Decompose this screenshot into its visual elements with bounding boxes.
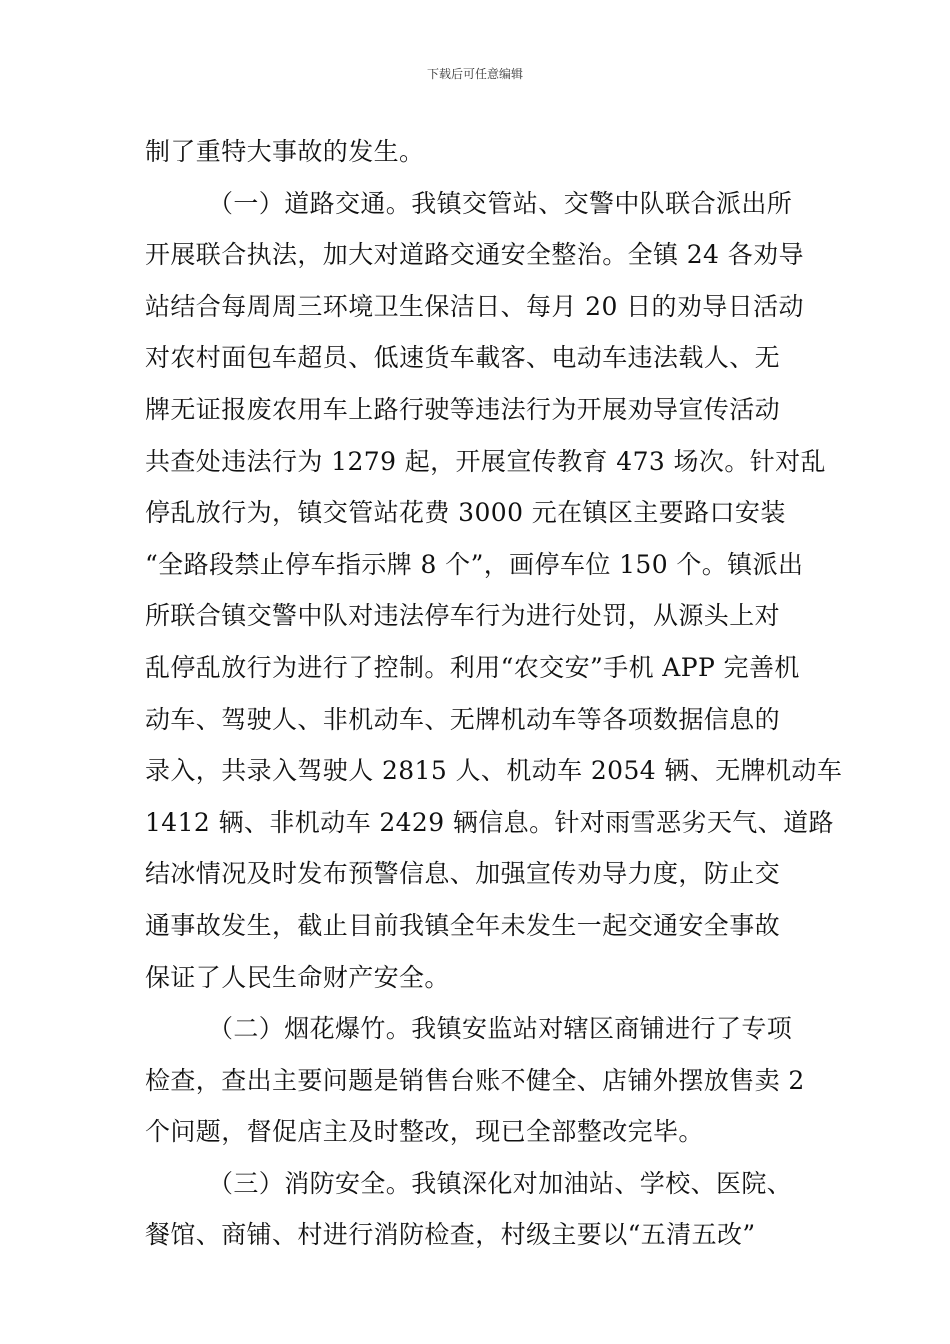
text-line: 所联合镇交警中队对违法停车行为进行处罚，从源头上对 bbox=[145, 601, 781, 631]
text-line: 检查，查出主要问题是销售台账不健全、店铺外摆放售卖 2 bbox=[145, 1065, 805, 1095]
text-line: “全路段禁止停车指示牌 8 个”，画停车位 150 个。镇派出 bbox=[145, 549, 804, 579]
page-header: 下载后可任意编辑 bbox=[426, 67, 523, 81]
text-line: 1412 辆、非机动车 2429 辆信息。针对雨雪恶劣天气、道路 bbox=[145, 807, 834, 837]
paragraph-heading-fireworks: （二）烟花爆竹。我镇安监站对辖区商铺进行了专项 bbox=[208, 1014, 793, 1044]
text-line: 对农村面包车超员、低速货车載客、电动车违法载人、无 bbox=[145, 343, 781, 373]
text-line: 牌无证报废农用车上路行驶等违法行为开展劝导宣传活动 bbox=[145, 394, 781, 424]
text-line: 制了重特大事故的发生。 bbox=[145, 137, 425, 166]
text-line: 停乱放行为，镇交管站花费 3000 元在镇区主要路口安装 bbox=[145, 498, 786, 528]
paragraph-heading-fire-safety: （三）消防安全。我镇深化对加油站、学校、医院、 bbox=[208, 1168, 793, 1198]
paragraph-heading-road-traffic: （一）道路交通。我镇交管站、交警中队联合派出所 bbox=[208, 188, 793, 218]
text-line: 录入，共录入驾驶人 2815 人、机动车 2054 辆、无牌机动车 bbox=[145, 756, 843, 786]
text-line: 站结合每周周三环境卫生保洁日、每月 20 日的劝导日活动 bbox=[145, 291, 804, 321]
text-line: 个问题，督促店主及时整改，现已全部整改完毕。 bbox=[145, 1117, 704, 1147]
text-line: 开展联合执法，加大对道路交通安全整治。全镇 24 各劝导 bbox=[145, 240, 804, 270]
text-line: 乱停乱放行为进行了控制。利用“农交安”手机 APP 完善机 bbox=[145, 652, 800, 682]
text-line: 结冰情况及时发布预警信息、加强宣传劝导力度，防止交 bbox=[145, 859, 781, 889]
text-line: 保证了人民生命财产安全。 bbox=[145, 962, 450, 992]
text-line: 餐馆、商铺、村进行消防检查，村级主要以“五清五改” bbox=[145, 1220, 756, 1250]
text-line: 动车、驾驶人、非机动车、无牌机动车等各项数据信息的 bbox=[145, 704, 781, 734]
text-line: 共查处违法行为 1279 起，开展宣传教育 473 场次。针对乱 bbox=[145, 446, 826, 476]
document-body bbox=[145, 126, 843, 1261]
text-line: 通事故发生，截止目前我镇全年未发生一起交通安全事故 bbox=[145, 910, 781, 940]
